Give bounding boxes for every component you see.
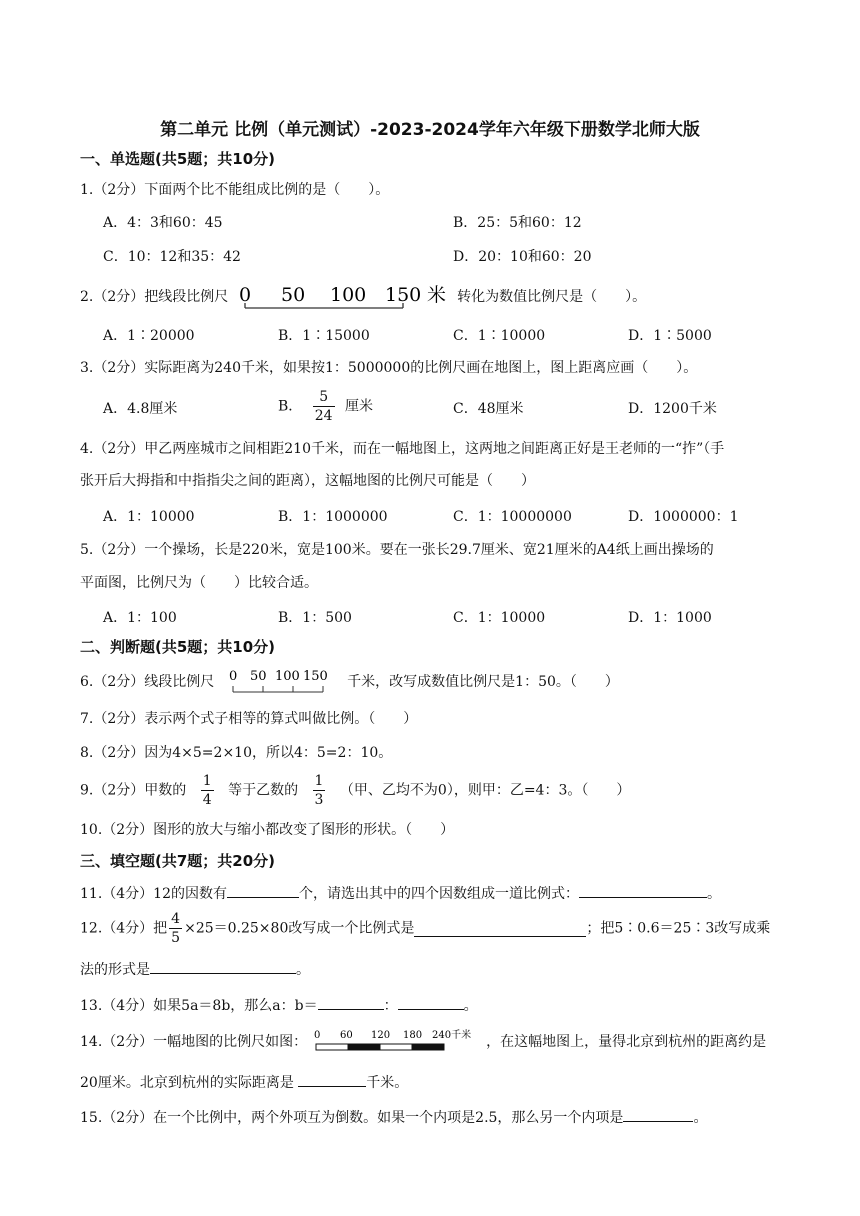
q9-text-mid: 等于乙数的 xyxy=(228,782,299,799)
q12-text-line2: 法的形式是 xyxy=(80,962,150,978)
q5-option-b: B．1：500 xyxy=(278,610,352,626)
q13-blank-1[interactable] xyxy=(318,993,384,1010)
q9-fraction-2-numerator: 1 xyxy=(314,773,324,789)
q6-scale-label: 50 xyxy=(249,669,267,684)
question-1: 1.（2分）下面两个比不能组成比例的是（ ）。 xyxy=(80,182,390,198)
q14-scale-label: 240千米 xyxy=(431,1030,471,1041)
question-15 xyxy=(80,1105,707,1128)
q12-text-mid2: ；把5∶0.6＝25∶3改写成乘 xyxy=(586,920,771,937)
q3-option-a: A．4.8厘米 xyxy=(103,401,178,417)
q14-scale-label: 60 xyxy=(339,1030,353,1041)
question-2 xyxy=(80,282,646,312)
q12-fraction-denominator: 5 xyxy=(171,930,181,946)
q11-blank-2[interactable] xyxy=(579,881,707,898)
q4-option-b: B．1：1000000 xyxy=(278,509,388,525)
q1-option-c: C．10：12和35：42 xyxy=(103,249,241,265)
question-11 xyxy=(80,881,721,904)
question-13 xyxy=(80,993,478,1016)
q15-text-post: 。 xyxy=(693,1110,708,1126)
q14-scale-label: 180 xyxy=(402,1030,422,1041)
q12-text-post: 。 xyxy=(296,962,310,978)
q12-blank-2[interactable] xyxy=(150,957,296,974)
q3-fraction-numerator: 5 xyxy=(319,389,329,405)
question-14-line-1 xyxy=(80,1028,766,1056)
q6-scale-label: 100 xyxy=(274,669,300,684)
question-8: 8.（2分）因为4×5=2×10，所以4：5=2：10。 xyxy=(80,745,393,761)
q11-text-mid: 个，请选出其中的四个因数组成一道比例式： xyxy=(299,886,579,902)
q11-blank-1[interactable] xyxy=(227,881,299,898)
q3-option-c: C．48厘米 xyxy=(453,401,524,417)
section-heading-true-false: 二、判断题(共5题；共10分) xyxy=(80,638,276,656)
q6-text-post: 千米，改写成数值比例尺是1：50。（ ） xyxy=(347,674,619,690)
q14-scale-label: 0 xyxy=(313,1030,320,1041)
q13-text-pre: 13.（4分）如果5a＝8b，那么a：b＝ xyxy=(80,998,318,1014)
q3-option-b-label: B． xyxy=(278,398,303,415)
q12-fraction-numerator: 4 xyxy=(171,911,181,927)
q14-text-post: ，在这幅地图上，量得北京到杭州的距离约是 xyxy=(486,1034,767,1050)
q12-fraction xyxy=(169,910,182,947)
question-6 xyxy=(80,668,619,696)
q14-line-scale xyxy=(312,1028,482,1056)
q2-scale-unit: 米 xyxy=(426,284,446,306)
q9-fraction-1-denominator: 4 xyxy=(202,792,212,808)
q3-option-b-unit: 厘米 xyxy=(345,398,374,415)
q9-text-post: （甲、乙均不为0），则甲：乙=4：3。（ ） xyxy=(339,782,631,799)
q4-option-c: C．1：10000000 xyxy=(453,509,572,525)
q1-option-b: B．25：5和60：12 xyxy=(453,215,582,231)
q5-option-d: D．1：1000 xyxy=(628,610,712,626)
q2-text-post: 转化为数值比例尺是（ ）。 xyxy=(457,289,647,305)
q2-option-c: C．1∶10000 xyxy=(453,328,546,344)
q2-text-pre: 2.（2分）把线段比例尺 xyxy=(80,289,229,305)
q2-scale-label: 50 xyxy=(280,284,305,306)
q3-fraction xyxy=(313,388,335,425)
q9-text-pre: 9.（2分）甲数的 xyxy=(80,782,187,799)
question-4-line-2: 张开后大拇指和中指指尖之间的距离），这幅地图的比例尺可能是（ ） xyxy=(80,473,535,489)
q2-option-b: B．1∶15000 xyxy=(278,328,370,344)
question-12-line-1 xyxy=(80,910,770,947)
q13-text-mid: ： xyxy=(383,998,398,1014)
question-5-line-1: 5.（2分）一个操场，长是220米，宽是100米。要在一张长29.7厘米、宽21厘米的A4纸上画出操场的 xyxy=(80,542,714,558)
q9-fraction-2-denominator: 3 xyxy=(314,792,324,808)
page-title: 第二单元 比例（单元测试）-2023-2024学年六年级下册数学北师大版 xyxy=(160,120,700,140)
q14-text-pre: 14.（2分）一幅地图的比例尺如图： xyxy=(80,1034,308,1050)
question-3: 3.（2分）实际距离为240千米，如果按1：5000000的比例尺画在地图上，图上距离应画（ ）。 xyxy=(80,360,698,376)
question-12-line-2 xyxy=(80,957,310,980)
q5-option-c: C．1：10000 xyxy=(453,610,546,626)
q6-line-scale xyxy=(225,668,337,696)
q6-scale-label: 150 xyxy=(302,669,328,684)
q2-scale-label: 150 xyxy=(384,284,421,306)
q9-fraction-2 xyxy=(313,772,326,809)
q9-fraction-1-numerator: 1 xyxy=(202,773,212,789)
q6-text-pre: 6.（2分）线段比例尺 xyxy=(80,674,215,690)
q12-text-mid: ×25＝0.25×80改写成一个比例式是 xyxy=(184,920,415,937)
q15-text-pre: 15.（2分）在一个比例中，两个外项互为倒数。如果一个内项是2.5，那么另一个内项是 xyxy=(80,1110,624,1126)
q5-option-a: A．1：100 xyxy=(103,610,177,626)
q14-blank[interactable] xyxy=(298,1070,366,1087)
q3-option-d: D．1200千米 xyxy=(628,401,717,417)
q13-blank-2[interactable] xyxy=(398,993,464,1010)
q1-option-d: D．20：10和60：20 xyxy=(453,249,592,265)
q2-option-a: A．1∶20000 xyxy=(103,328,195,344)
q4-option-d: D．1000000：1 xyxy=(628,509,739,525)
q13-text-post: 。 xyxy=(463,998,478,1014)
q12-blank-1[interactable] xyxy=(414,920,586,937)
q2-line-scale xyxy=(237,282,449,312)
q3-option-b xyxy=(278,388,373,425)
q14-text-post2: 千米。 xyxy=(366,1075,409,1091)
q6-scale-label: 0 xyxy=(228,669,237,684)
q15-blank[interactable] xyxy=(623,1105,693,1122)
q2-scale-label: 0 xyxy=(238,284,251,306)
q14-scale-label: 120 xyxy=(370,1030,390,1041)
question-9 xyxy=(80,772,630,809)
q12-text-pre: 12.（4分）把 xyxy=(80,920,168,937)
section-heading-single-choice: 一、单选题(共5题；共10分) xyxy=(80,150,276,168)
q2-option-d: D．1∶5000 xyxy=(628,328,712,344)
question-14-line-2 xyxy=(80,1070,408,1093)
q2-scale-label: 100 xyxy=(329,284,366,306)
section-heading-fill-blank: 三、填空题(共7题；共20分) xyxy=(80,852,276,870)
q1-option-a: A．4：3和60：45 xyxy=(103,215,223,231)
question-7: 7.（2分）表示两个式子相等的算式叫做比例。（ ） xyxy=(80,711,418,727)
q14-text-line2: 20厘米。北京到杭州的实际距离是 xyxy=(80,1075,294,1091)
question-10: 10.（2分）图形的放大与缩小都改变了图形的形状。（ ） xyxy=(80,822,455,838)
q3-fraction-denominator: 24 xyxy=(314,408,333,424)
q11-text-post: 。 xyxy=(707,886,721,902)
q9-fraction-1 xyxy=(201,772,214,809)
question-4-line-1: 4.（2分）甲乙两座城市之间相距210千米，而在一幅地图上，这两地之间距离正好是王老师的一“拃”（手 xyxy=(80,441,725,457)
question-5-line-2: 平面图，比例尺为（ ）比较合适。 xyxy=(80,575,318,591)
q4-option-a: A．1：10000 xyxy=(103,509,195,525)
q11-text-pre: 11.（4分）12的因数有 xyxy=(80,886,227,902)
